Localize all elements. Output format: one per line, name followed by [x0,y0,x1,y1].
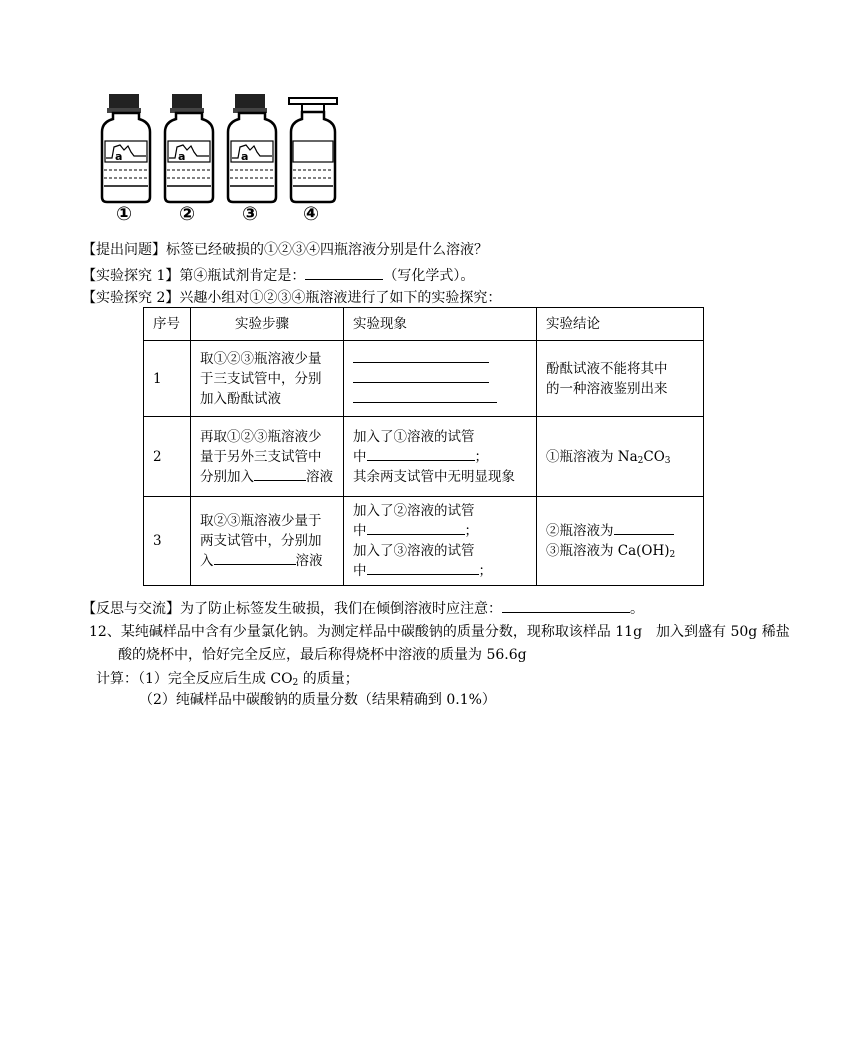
row2-obs-line1: 加入了①溶液的试管 [353,428,475,445]
bottle-number: ② [179,203,196,224]
row2-step-line2: 量于另外三支试管中 [200,448,322,465]
row1-step [191,341,344,417]
question-experiment-1 [82,265,474,286]
exp1-prefix: 【实验探究 1】第④瓶试剂肯定是： [82,268,306,284]
exp1-answer-blank[interactable] [305,265,383,280]
bottle-1 [102,94,150,224]
row2-step-line3-post: 溶液 [306,468,333,485]
row2-obs-line2-post: ； [474,448,488,465]
row2-conc-sub2: 3 [664,455,671,466]
bottle-label-letter: a [241,150,249,163]
row3-conc-blank[interactable] [614,521,674,535]
row3-conclusion [537,497,704,586]
row3-obs-blank-1[interactable] [367,521,465,535]
table-row [144,341,704,417]
row3-obs-blank-2[interactable] [367,561,479,575]
row3-obs-line2-pre: 中 [353,523,367,539]
row1-step-line1: 取①②③瓶溶液少量 [200,350,322,367]
calc-part-1 [96,669,359,689]
row3-conc2-sub: 2 [669,550,676,560]
header-conclusion: 实验结论 [537,308,704,341]
row3-step-line2: 两支试管中，分别加 [200,533,322,549]
row3-step-line1: 取②③瓶溶液少量于 [200,513,322,529]
row2-conc-pre: ①瓶溶液为 Na [546,448,638,465]
row1-step-line3: 加入酚酞试液 [200,390,281,407]
calc1-post: 的质量； [298,671,359,687]
row2-reagent-blank[interactable] [254,467,306,481]
bottle-3 [228,94,276,224]
exp1-suffix: （写化学式）。 [383,268,475,284]
calc1-sub: 2 [292,678,299,688]
row1-step-line2: 于三支试管中，分别 [200,370,322,387]
header-serial: 序号 [144,308,191,341]
row3-conc1-pre: ②瓶溶液为 [546,523,614,539]
reflection-prefix: 【反思与交流】为了防止标签发生破损，我们在倾倒溶液时应注意： [82,601,502,617]
bottle-label-letter: a [115,150,123,163]
row2-obs-line2-pre: 中 [353,448,367,465]
row3-obs-line3: 加入了③溶液的试管 [353,543,475,559]
header-steps: 实验步骤 [191,308,344,341]
row1-conc-line1: 酚酞试液不能将其中 [546,360,668,377]
row3-obs-line1: 加入了②溶液的试管 [353,503,475,519]
row1-obs-blank-2[interactable] [353,369,489,383]
row3-phenomena [344,497,537,586]
row2-step-line1: 再取①②③瓶溶液少 [200,428,322,445]
row3-num: 3 [144,497,191,586]
calc1-pre: 计算：（1）完全反应后生成 CO [96,671,293,687]
row3-step-line3-post: 溶液 [295,553,323,569]
row3-obs-line2-post: ； [464,523,478,539]
row2-conclusion [537,417,704,497]
reflection-line [82,598,644,619]
bottle-2 [165,94,213,224]
bottle-label-letter: a [178,150,186,163]
row2-num: 2 [144,417,191,497]
row2-conc-sub1: 2 [637,455,644,466]
row1-obs-blank-3[interactable] [353,389,497,403]
row3-step [191,497,344,586]
experiment-table [143,307,704,586]
reagent-bottles-figure [100,92,345,224]
row2-phenomena [344,417,537,497]
table-header-row [144,308,704,341]
question-12-line2: 酸的烧杯中，恰好完全反应，最后称得烧杯中溶液的质量为 56.6g [118,647,527,663]
table-row [144,497,704,586]
bottle-number: ① [116,203,133,224]
row1-num: 1 [144,341,191,417]
row2-conc-mid: CO [643,448,665,465]
table-row [144,417,704,497]
reflection-suffix: 。 [630,601,644,617]
bottle-4 [289,98,337,224]
question-experiment-2: 【实验探究 2】兴趣小组对①②③④瓶溶液进行了如下的实验探究： [82,290,502,306]
row1-conclusion [537,341,704,417]
question-12-line1: 12、某纯碱样品中含有少量氯化钠。为测定样品中碳酸钠的质量分数，现称取该样品 11g 加入到盛有 50g 稀盐 [89,624,790,640]
header-phenomena: 实验现象 [344,308,537,341]
row3-conc2-pre: ③瓶溶液为 Ca(OH) [546,543,670,559]
row2-obs-line3: 其余两支试管中无明显现象 [353,468,515,485]
row3-reagent-blank[interactable] [214,551,296,565]
row3-obs-line4-post: ； [478,563,492,579]
row2-obs-blank[interactable] [367,447,475,461]
bottle-number: ③ [242,203,259,224]
bottle-number: ④ [303,203,320,224]
row3-obs-line4-pre: 中 [353,563,367,579]
reflection-blank[interactable] [502,598,630,613]
row2-step [191,417,344,497]
row1-obs-blank-1[interactable] [353,349,489,363]
row2-step-line3-pre: 分别加入 [200,468,254,485]
calc-part-2: （2）纯碱样品中碳酸钠的质量分数（结果精确到 0.1%） [139,692,496,708]
row1-phenomena [344,341,537,417]
question-raise-problem: 【提出问题】标签已经破损的①②③④四瓶溶液分别是什么溶液？ [82,242,488,258]
row3-step-line3-pre: 入 [200,553,214,569]
row1-conc-line2: 的一种溶液鉴别出来 [546,380,668,397]
